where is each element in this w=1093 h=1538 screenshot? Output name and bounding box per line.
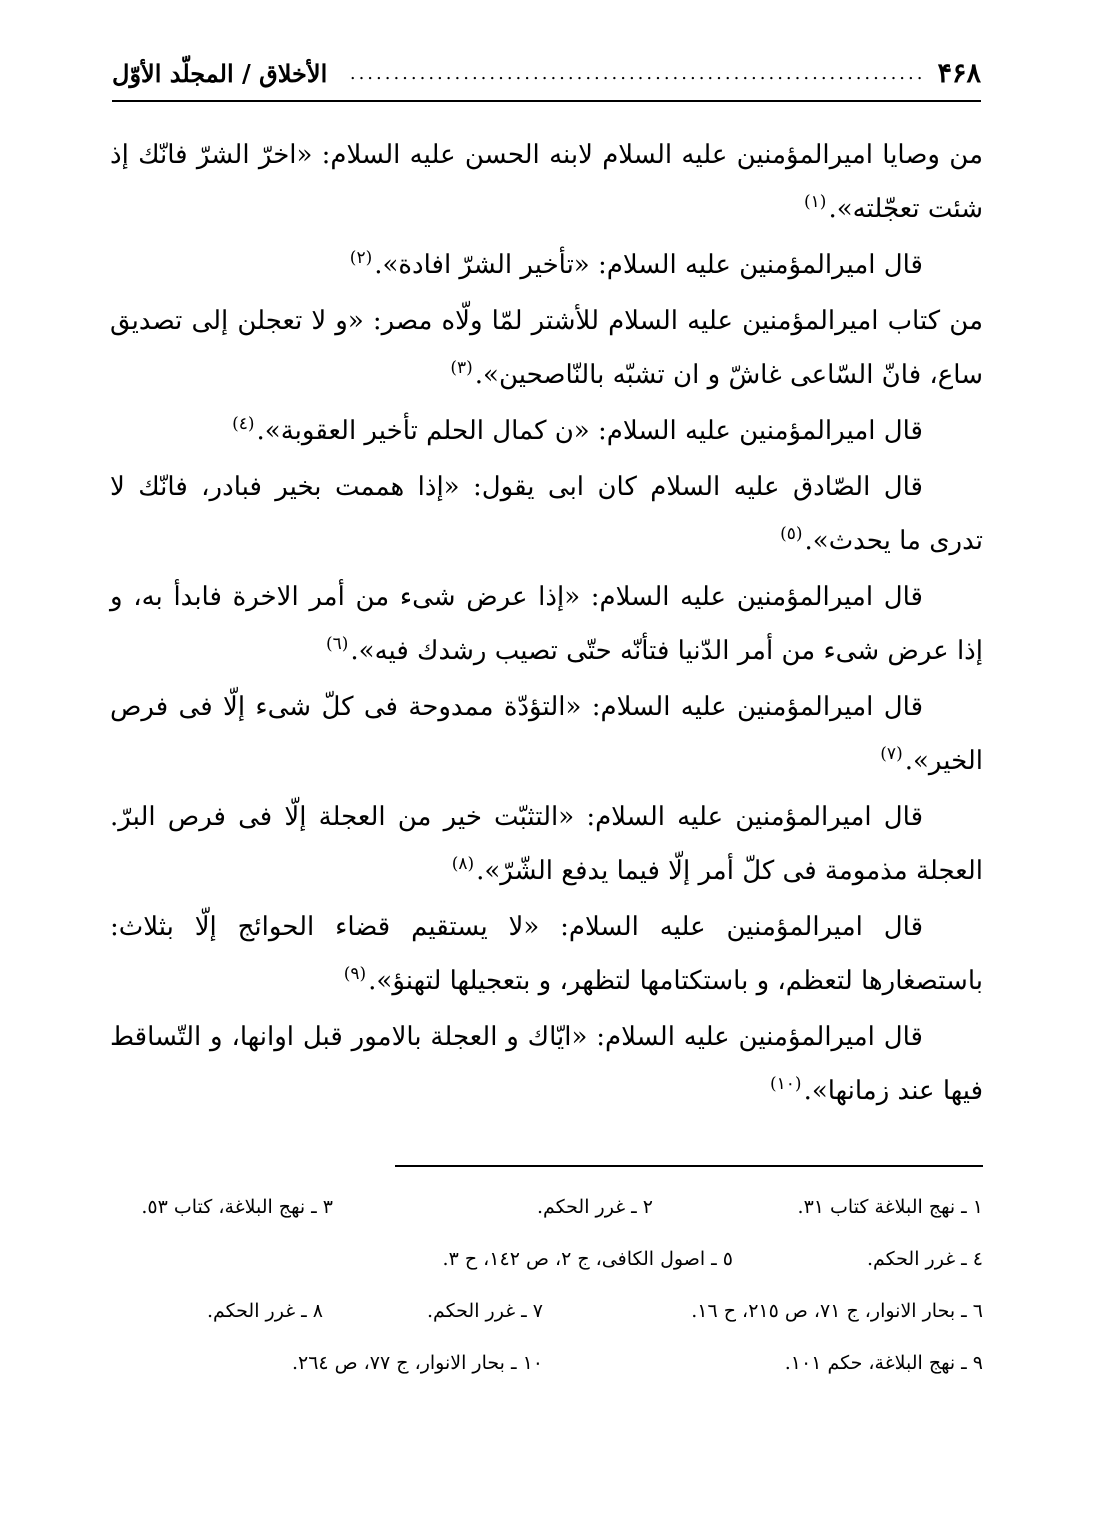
footnote: ٧ ـ غرر الحكم. [426,1300,543,1322]
footnote-row [110,1248,983,1300]
header-leader-dots: .................................................................. [349,62,926,84]
footnote-row [110,1352,983,1404]
footnote-ref: (٨) [451,854,475,875]
hadith-text: قال امیرالمؤمنین عليه السلام: «إذا عرض شیء من أمر الاخرة فابدأ به، و إذا عرض شیء من أمر الدّنیا فتأنّه حتّی تصیب رشدك فیه». [110,582,983,666]
footnote: ٦ ـ بحار الانوار، ج ٧١، ص ٢١٥، ح ١٦. [691,1300,983,1322]
hadith-text: قال امیرالمؤمنین عليه السلام: «ایّاك و العجلة بالامور قبل اوانها، و التّساقط فیها عند زمانها». [110,1022,983,1106]
main-text [110,128,983,1120]
footnote: ٢ ـ غرر الحكم. [536,1196,653,1218]
footnote-ref: (٤) [232,414,255,435]
footnote: ٥ ـ اصول الكافی، ج ٢، ص ١٤٢، ح ٣. [442,1248,733,1270]
hadith-paragraph [110,1010,983,1118]
footnote-ref: (٦) [325,634,349,655]
hadith-text: قال امیرالمؤمنین عليه السلام: «التثبّت خیر من العجلة إلّا فی فرص البرّ. العجلة مذمومة فی كلّ أمر إلّا فیما یدفع الشّرّ». [110,802,983,886]
footnote: ١ ـ نهج البلاغة كتاب ٣١. [797,1196,983,1218]
hadith-paragraph [110,570,983,678]
footnote-ref: (٧) [880,744,903,765]
footnote: ٨ ـ غرر الحكم. [206,1300,323,1322]
footnote-row [110,1196,983,1248]
footnote: ٤ ـ غرر الحكم. [866,1248,983,1270]
footnote: ٩ ـ نهج البلاغة، حكم ١٠١. [784,1352,983,1374]
footnote-ref: (١٠) [770,1074,802,1095]
hadith-paragraph [110,404,983,458]
running-title: الأخلاق / المجلّد الأوّل [112,58,328,88]
hadith-text: قال الصّادق عليه السلام كان ابی یقول: «إذا هممت بخیر فبادر، فانّك لا تدری ما یحدث». [110,472,983,556]
hadith-text: قال امیرالمؤمنین عليه السلام: «التؤدّة ممدوحة فی كلّ شیء إلّا فی فرص الخیر». [110,692,983,776]
hadith-paragraph [110,294,983,402]
footnote-divider [395,1165,983,1167]
footnote: ٣ ـ نهج البلاغة، كتاب ٥٣. [141,1196,333,1218]
page-number: ۴۶۸ [937,57,981,89]
hadith-paragraph [110,900,983,1008]
hadith-text: قال امیرالمؤمنین عليه السلام: «تأخیر الشرّ افادة». [374,250,923,280]
hadith-text: قال امیرالمؤمنین عليه السلام: «ن كمال الحلم تأخیر العقوبة». [256,416,923,446]
footnote-ref: (١) [804,192,827,213]
footnote-row [110,1300,983,1352]
footnote-ref: (٥) [780,524,803,545]
footnote-ref: (٣) [450,358,473,379]
hadith-paragraph [110,680,983,788]
hadith-text: من كتاب امیرالمؤمنین عليه السلام للأشتر لمّا ولّاه مصر: «و لا تعجلن إلى تصدیق ساع، فانّ السّاعی غاشّ و ان تشبّه بالنّاصحین». [110,306,983,390]
hadith-paragraph [110,460,983,568]
hadith-paragraph [110,238,983,292]
page-header [112,46,981,102]
hadith-paragraph [110,790,983,898]
hadith-paragraph [110,128,983,236]
footnotes [110,1196,983,1404]
footnote-ref: (٢) [349,248,373,269]
hadith-text: من وصایا امیرالمؤمنین عليه السلام لابنه الحسن عليه السلام: «اخرّ الشرّ فانّك إذ شئت تعجّلته». [110,140,983,224]
hadith-text: قال امیرالمؤمنین عليه السلام: «لا یستقیم قضاء الحوائج إلّا بثلاث: باستصغارها لتعظم، و باستكتامها لتظهر، و بتعجیلها لتهنؤ». [110,912,983,996]
footnote-ref: (٩) [343,964,367,985]
footnote: ١٠ ـ بحار الانوار، ج ٧٧، ص ٢٦٤. [291,1352,543,1374]
